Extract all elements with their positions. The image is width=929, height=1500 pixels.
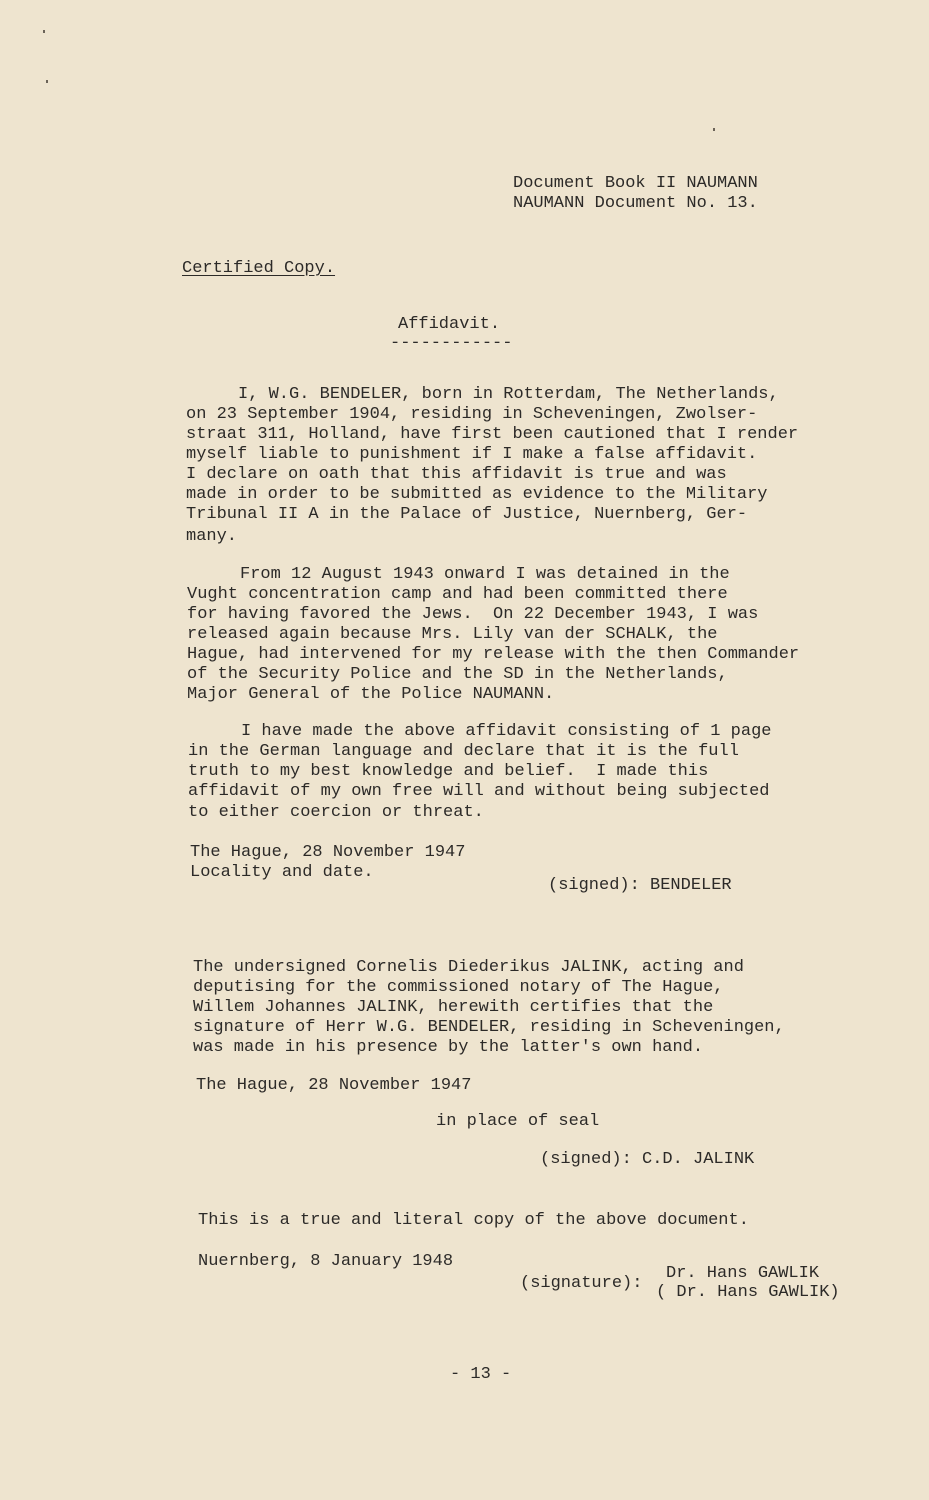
- signature-label: (signature):: [520, 1274, 643, 1293]
- paragraph-line: deputising for the commissioned notary of The Hague,: [193, 978, 724, 997]
- affidavit-title: Affidavit.: [398, 315, 501, 334]
- paragraph-line: truth to my best knowledge and belief. I made this: [188, 762, 709, 781]
- paragraph-line: Tribunal II A in the Palace of Justice, Nuernberg, Ger-: [186, 505, 748, 524]
- paragraph-line: in the German language and declare that it is the full: [188, 742, 739, 761]
- signature-name-line1: Dr. Hans GAWLIK: [666, 1264, 820, 1283]
- certified-copy-heading: Certified Copy.: [182, 259, 336, 278]
- paragraph-line: Vught concentration camp and had been committed there: [187, 585, 728, 604]
- true-copy-statement: This is a true and literal copy of the above document.: [198, 1211, 749, 1230]
- title-underline: ------------: [390, 334, 513, 353]
- signature-name-line2: ( Dr. Hans GAWLIK): [656, 1283, 840, 1302]
- notary-place-and-date: The Hague, 28 November 1947: [196, 1076, 472, 1095]
- paragraph-line: I, W.G. BENDELER, born in Rotterdam, The Netherlands,: [238, 385, 779, 404]
- paragraph-line: on 23 September 1904, residing in Scheveningen, Zwolser-: [186, 405, 758, 424]
- paragraph-line: signature of Herr W.G. BENDELER, residing in Scheveningen,: [193, 1018, 785, 1037]
- locality-and-date-label: Locality and date.: [190, 863, 374, 882]
- paper-speck: [713, 128, 715, 131]
- paragraph-line: released again because Mrs. Lily van der SCHALK, the: [187, 625, 718, 644]
- document-book-header: Document Book II NAUMANN: [513, 174, 758, 193]
- paragraph-line: straat 311, Holland, have first been cautioned that I render: [186, 425, 799, 444]
- in-place-of-seal: in place of seal: [436, 1112, 600, 1131]
- paragraph-line: to either coercion or threat.: [188, 803, 484, 822]
- place-and-date: The Hague, 28 November 1947: [190, 843, 466, 862]
- nuernberg-date: Nuernberg, 8 January 1948: [198, 1252, 454, 1271]
- paragraph-line: made in order to be submitted as evidence to the Military: [186, 485, 768, 504]
- paragraph-line: affidavit of my own free will and without being subjected: [188, 782, 770, 801]
- paragraph-line: Major General of the Police NAUMANN.: [187, 685, 555, 704]
- signed-jalink: (signed): C.D. JALINK: [540, 1150, 755, 1169]
- paragraph-line: I declare on oath that this affidavit is true and was: [186, 465, 727, 484]
- paper-speck: [43, 30, 45, 33]
- paper-speck: [46, 80, 48, 83]
- paragraph-line: for having favored the Jews. On 22 December 1943, I was: [187, 605, 759, 624]
- paragraph-line: many.: [186, 527, 238, 546]
- paragraph-line: was made in his presence by the latter's own hand.: [193, 1038, 704, 1057]
- signed-bendeler: (signed): BENDELER: [548, 876, 732, 895]
- paragraph-line: From 12 August 1943 onward I was detained in the: [240, 565, 730, 584]
- paragraph-line: of the Security Police and the SD in the Netherlands,: [187, 665, 728, 684]
- paragraph-line: Hague, had intervened for my release with the then Commander: [187, 645, 800, 664]
- document-number-header: NAUMANN Document No. 13.: [513, 194, 758, 213]
- paragraph-line: Willem Johannes JALINK, herewith certifies that the: [193, 998, 714, 1017]
- paragraph-line: The undersigned Cornelis Diederikus JALINK, acting and: [193, 958, 744, 977]
- page-number: - 13 -: [450, 1365, 512, 1384]
- paragraph-line: I have made the above affidavit consisting of 1 page: [241, 722, 772, 741]
- paragraph-line: myself liable to punishment if I make a false affidavit.: [186, 445, 758, 464]
